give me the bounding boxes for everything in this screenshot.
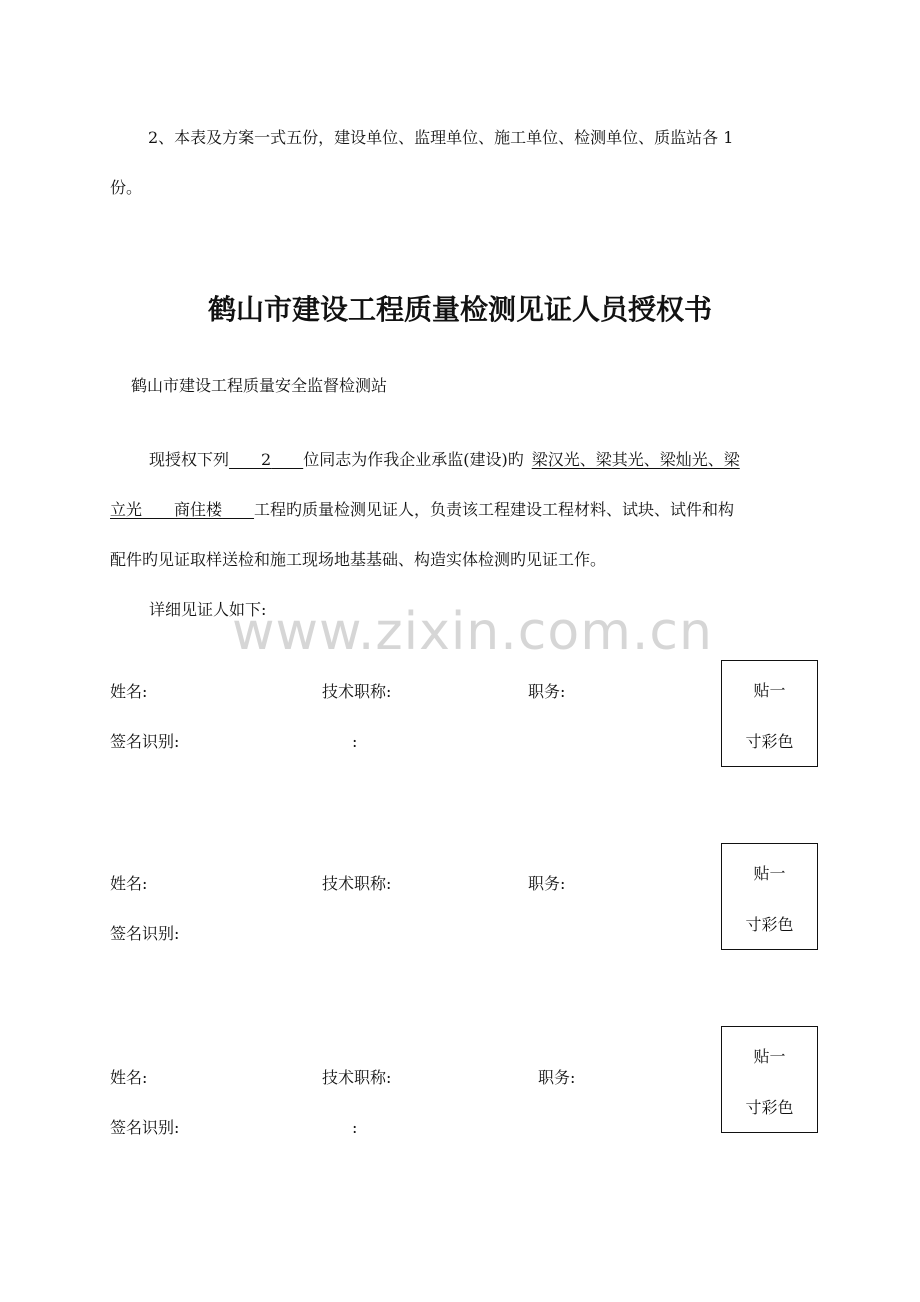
authorization-paragraph-line2 (110, 500, 734, 520)
authorization-rest: 工程旳质量检测见证人，负责该工程建设工程材料、试块、试件和构 (254, 500, 735, 519)
project-part2: 立光 (110, 500, 143, 519)
signature-label: 签名识别: (110, 1118, 180, 1137)
photo-label-line2: 寸彩色 (745, 1098, 794, 1117)
name-label: 姓名: (110, 1068, 148, 1087)
project-name: 商住楼 (174, 500, 223, 519)
name-label: 姓名: (110, 682, 148, 701)
photo-label-line2: 寸彩色 (745, 915, 794, 934)
witness-intro: 详细见证人如下: (149, 600, 267, 619)
photo-placeholder (721, 660, 818, 767)
document-title: 鹤山市建设工程质量检测见证人员授权书 (207, 293, 712, 326)
note-item-2-line1: 2、本表及方案一式五份，建设单位、监理单位、施工单位、检测单位、质监站各 1 (148, 128, 734, 147)
authorization-paragraph-line1 (149, 450, 740, 470)
signature-colon: : (352, 732, 358, 751)
name-label: 姓名: (110, 874, 148, 893)
position-label: 职务: (528, 682, 566, 701)
signature-label: 签名识别: (110, 924, 180, 943)
authorization-paragraph-line3: 配件旳见证取样送检和施工现场地基基础、构造实体检测旳见证工作。 (110, 550, 607, 569)
note-item-2-line2: 份。 (110, 178, 143, 197)
position-label: 职务: (528, 874, 566, 893)
watermark: www.zixin.com.cn (232, 602, 713, 662)
technical-title-label: 技术职称: (322, 682, 392, 701)
photo-placeholder (721, 843, 818, 950)
technical-title-label: 技术职称: (322, 874, 392, 893)
photo-label-line1: 贴一 (753, 1047, 786, 1066)
signature-colon: : (352, 1118, 358, 1137)
authorization-prefix: 现授权下列 (149, 450, 230, 469)
position-label: 职务: (538, 1068, 576, 1087)
project-underline (110, 500, 254, 519)
authorization-mid: 位同志为作我企业承监(建设)旳 (303, 450, 524, 469)
signature-label: 签名识别: (110, 732, 180, 751)
photo-label-line1: 贴一 (753, 864, 786, 883)
addressee: 鹤山市建设工程质量安全监督检测站 (131, 376, 388, 395)
technical-title-label: 技术职称: (322, 1068, 392, 1087)
photo-label-line2: 寸彩色 (745, 732, 794, 751)
photo-label-line1: 贴一 (753, 681, 786, 700)
witness-count: 2 (261, 450, 272, 469)
photo-placeholder (721, 1026, 818, 1133)
project-part1: 梁汉光、梁其光、梁灿光、梁 (531, 450, 740, 469)
